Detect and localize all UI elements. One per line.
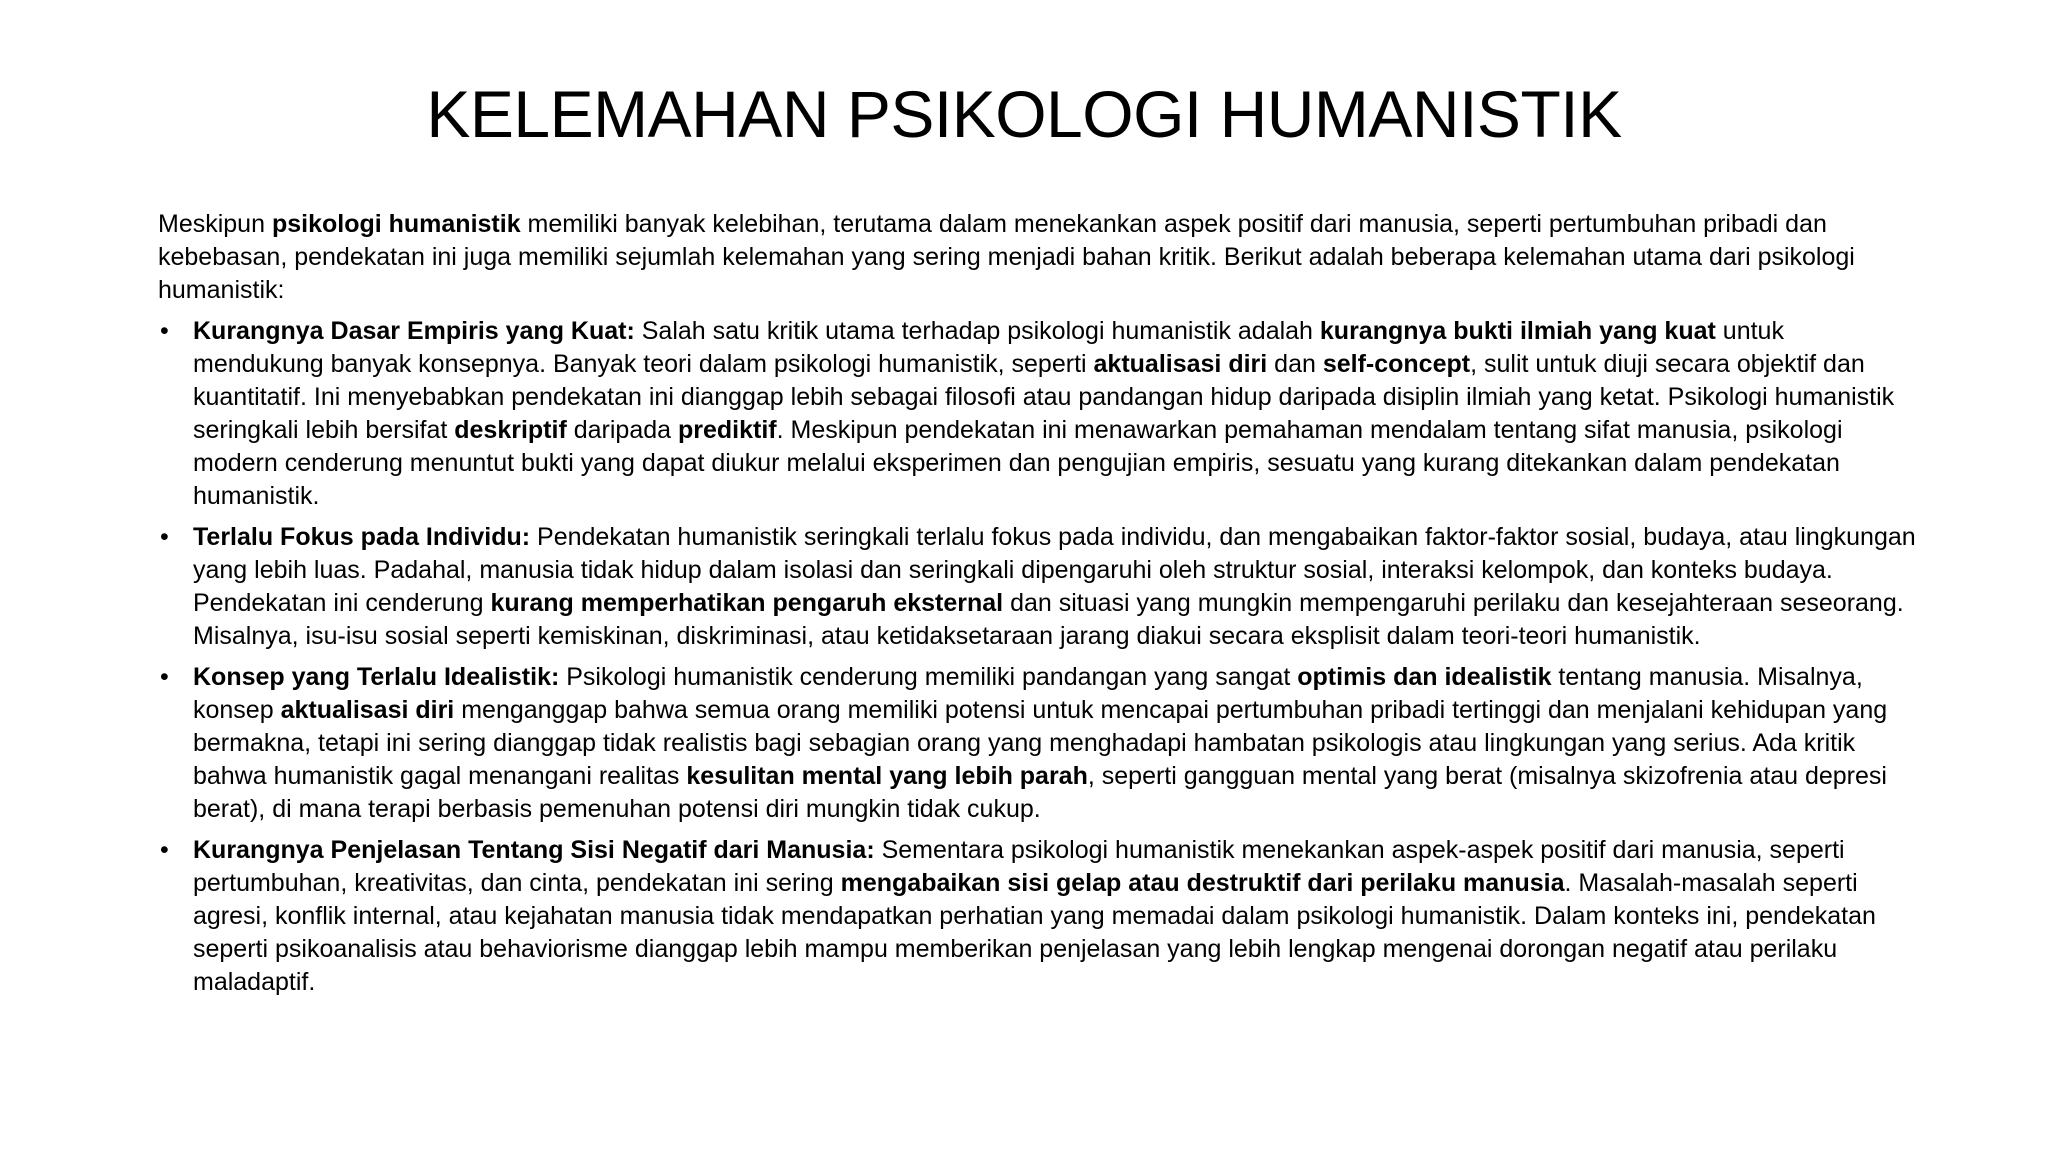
- bullet-text-bold: prediktif: [677, 416, 777, 444]
- intro-text: memiliki banyak kelebihan, terutama dalam menekankan aspek positif dari manusia, seperti pertumbuhan pribadi dan kebebasan, pendekatan ini juga memiliki sejumlah kelemahan yang sering menjadi bahan kritik. Berikut adalah beberapa kelemahan utama dari psikologi humanistik:: [158, 210, 1855, 304]
- bullet-text: , seperti gangguan mental yang berat (misalnya skizofrenia atau depresi berat), di mana terapi berbasis pemenuhan potensi diri mungkin tidak cukup.: [193, 762, 1887, 823]
- bullet-text: Pendekatan humanistik seringkali terlalu fokus pada individu, dan mengabaikan faktor-faktor sosial, budaya, atau lingkungan yang lebih luas. Padahal, manusia tidak hidup dalam isolasi dan seringkali dipengaruhi oleh struktur sosial, interaksi kelompok, dan konteks budaya. Pendekatan ini cenderung: [193, 523, 1916, 617]
- intro-text-bold: psikologi humanistik: [271, 210, 521, 238]
- bullet-list: [158, 315, 1918, 999]
- bullet-text-bold: aktualisasi diri: [1093, 350, 1268, 378]
- bullet-text-bold: kurangnya bukti ilmiah yang kuat: [1319, 317, 1716, 345]
- bullet-text: dan: [1267, 350, 1323, 378]
- bullet-heading: Kurangnya Penjelasan Tentang Sisi Negatif dari Manusia:: [193, 836, 875, 864]
- bullet-text: . Masalah-masalah seperti agresi, konflik internal, atau kejahatan manusia tidak mendapatkan perhatian yang memadai dalam psikologi humanistik. Dalam konteks ini, pendekatan seperti psikoanalisis atau behaviorisme dianggap lebih mampu memberikan penjelasan yang lebih lengkap mengenai dorongan negatif atau perilaku maladaptif.: [193, 869, 1876, 996]
- bullet-idealistic-concept: [158, 661, 1918, 826]
- bullet-text: Salah satu kritik utama terhadap psikologi humanistik adalah: [634, 317, 1320, 345]
- bullet-marker-icon: •: [160, 523, 169, 551]
- bullet-individual-focus: [158, 521, 1918, 653]
- slide-title: KELEMAHAN PSIKOLOGI HUMANISTIK: [426, 77, 1622, 151]
- bullet-heading: Kurangnya Dasar Empiris yang Kuat:: [193, 317, 635, 345]
- bullet-text-bold: self-concept: [1322, 350, 1471, 378]
- bullet-marker-icon: •: [160, 836, 169, 864]
- bullet-text: menganggap bahwa semua orang memiliki potensi untuk mencapai pertumbuhan pribadi tertinggi dan menjalani kehidupan yang bermakna, tetapi ini sering dianggap tidak realistis bagi sebagian orang yang menghadapi hambatan psikologis atau lingkungan yang serius. Ada kritik bahwa humanistik gagal menangani realitas: [193, 696, 1888, 790]
- bullet-text: tentang manusia. Misalnya, konsep: [193, 663, 1863, 724]
- bullet-text-bold: optimis dan idealistik: [1297, 663, 1552, 691]
- bullet-text-bold: kesulitan mental yang lebih parah: [686, 762, 1088, 790]
- bullet-text-bold: kurang memperhatikan pengaruh eksternal: [490, 589, 1004, 617]
- intro-text: Meskipun: [158, 210, 272, 238]
- bullet-text: . Meskipun pendekatan ini menawarkan pemahaman mendalam tentang sifat manusia, psikologi modern cenderung menuntut bukti yang dapat diukur melalui eksperimen dan pengujian empiris, sesuatu yang kurang ditekankan dalam pendekatan humanistik.: [193, 416, 1843, 510]
- intro-paragraph: [158, 208, 1918, 307]
- bullet-empirical-basis: [158, 315, 1918, 513]
- bullet-text: untuk mendukung banyak konsepnya. Banyak teori dalam psikologi humanistik, seperti: [193, 317, 1784, 378]
- bullet-marker-icon: •: [160, 663, 169, 691]
- bullet-text-bold: aktualisasi diri: [280, 696, 455, 724]
- bullet-marker-icon: •: [160, 317, 169, 345]
- bullet-heading: Konsep yang Terlalu Idealistik:: [193, 663, 560, 691]
- bullet-text-bold: mengabaikan sisi gelap atau destruktif dari perilaku manusia: [840, 869, 1565, 897]
- bullet-text: Sementara psikologi humanistik menekankan aspek-aspek positif dari manusia, seperti pertumbuhan, kreativitas, dan cinta, pendekatan ini sering: [193, 836, 1845, 897]
- bullet-text-bold: deskriptif: [454, 416, 567, 444]
- bullet-negative-side: [158, 834, 1918, 999]
- slide-body: [158, 208, 1918, 1007]
- bullet-text: dan situasi yang mungkin mempengaruhi perilaku dan kesejahteraan seseorang. Misalnya, isu-isu sosial seperti kemiskinan, diskriminasi, atau ketidaksetaraan jarang diakui secara eksplisit dalam teori-teori humanistik.: [193, 589, 1904, 650]
- bullet-text: Psikologi humanistik cenderung memiliki pandangan yang sangat: [559, 663, 1298, 691]
- bullet-text: daripada: [566, 416, 678, 444]
- bullet-heading: Terlalu Fokus pada Individu:: [193, 523, 531, 551]
- bullet-text: , sulit untuk diuji secara objektif dan kuantitatif. Ini menyebabkan pendekatan ini dianggap lebih sebagai filosofi atau pandangan hidup daripada disiplin ilmiah yang ketat. Psikologi humanistik seringkali lebih bersifat: [193, 350, 1895, 444]
